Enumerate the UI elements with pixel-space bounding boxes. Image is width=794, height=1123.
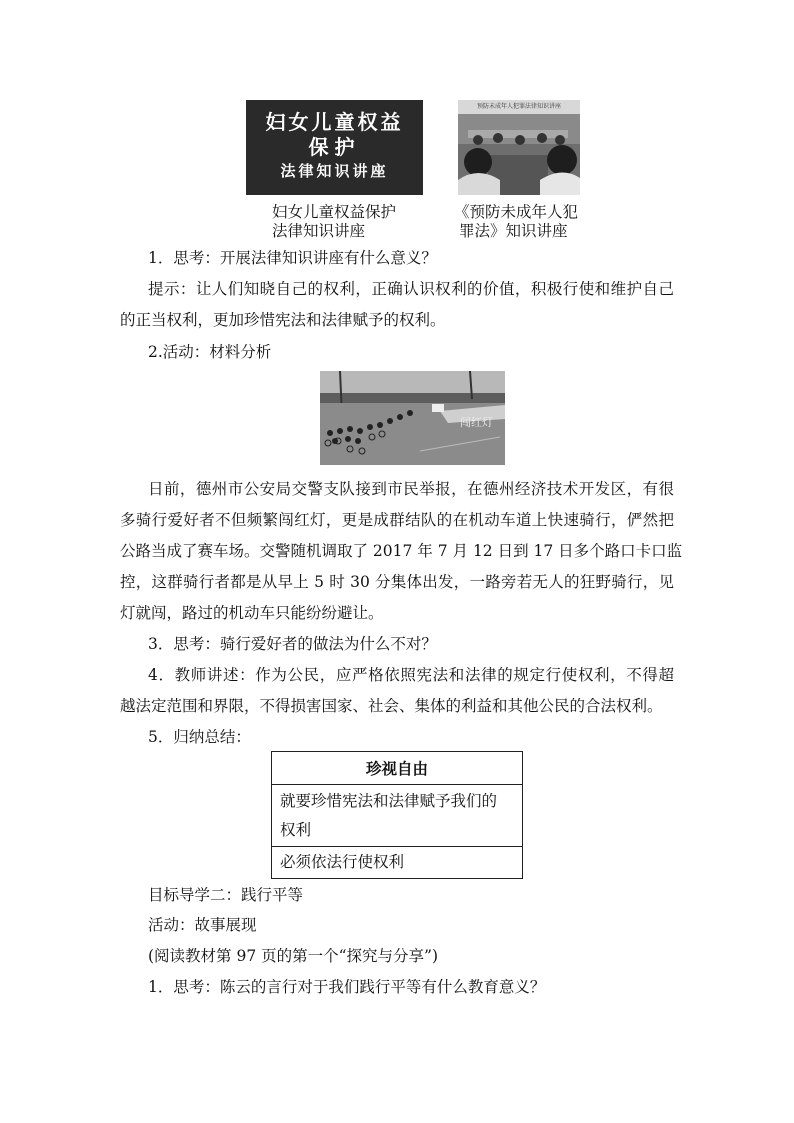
banner-text-line1: 妇女儿童权益 <box>265 110 404 134</box>
table-row1-line2: 权利 <box>280 821 312 839</box>
table-row <box>272 784 522 847</box>
lecture-screen-text: 预防未成年人犯罪法律知识讲座 <box>458 100 580 114</box>
banner-text-line3: 法律知识讲座 <box>280 162 389 180</box>
news-line-3: 公路当成了赛车场。交警随机调取了 2017 年 7 月 12 日到 17 日多个路口卡口监 <box>120 542 683 560</box>
caption-right-line2: 罪法》知识讲座 <box>459 222 568 240</box>
news-line-5: 灯就闯，路过的机动车只能纷纷避让。 <box>120 604 384 622</box>
table-row <box>272 846 522 879</box>
red-light-sign-text: 闯红灯 <box>460 416 493 429</box>
summary-heading: 5．归纳总结： <box>148 728 251 746</box>
cycling-street-photo <box>320 371 505 465</box>
cycling-illustration <box>320 371 505 465</box>
teacher-statement-line-2: 越法定范围和界限，不得损害国家、社会、集体的利益和其他公民的合法权利。 <box>120 697 663 715</box>
hint-line-2: 的正当权利，更加珍惜宪法和法律赋予的权利。 <box>120 311 446 329</box>
activity-story: 活动：故事展现 <box>148 916 257 934</box>
caption-left-line2: 法律知识讲座 <box>272 222 366 240</box>
summary-table <box>271 751 523 879</box>
lecture-banner-image <box>246 100 423 195</box>
news-line-1: 日前，德州市公安局交警支队接到市民举报，在德州经济技术开发区，有很 <box>148 480 674 498</box>
lecture-audience-photo <box>458 100 580 195</box>
teacher-statement-line-1: 4．教师讲述：作为公民，应严格依照宪法和法律的规定行使权利，不得超 <box>148 666 674 684</box>
reading-note: (阅读教材第 97 页的第一个“探究与分享”) <box>148 947 439 965</box>
caption-left-line1: 妇女儿童权益保护 <box>272 203 397 221</box>
news-line-4: 控，这群骑行者都是从早上 5 时 30 分集体出发，一路旁若无人的狂野骑行，见 <box>120 573 674 591</box>
table-row1-line1: 就要珍惜宪法和法律赋予我们的 <box>280 792 498 810</box>
table-header: 珍视自由 <box>365 759 428 778</box>
activity-2: 2.活动：材料分析 <box>148 343 272 361</box>
goal-2-heading: 目标导学二：践行平等 <box>148 886 304 904</box>
final-question: 1．思考：陈云的言行对于我们践行平等有什么教育意义？ <box>148 978 546 996</box>
news-line-2: 多骑行爱好者不但频繁闯红灯，更是成群结队的在机动车道上快速骑行，俨然把 <box>120 511 674 529</box>
caption-right-line1: 《预防未成年人犯 <box>454 203 579 221</box>
question-3: 3．思考：骑行爱好者的做法为什么不对？ <box>148 635 437 653</box>
banner-text-line2: 保护 <box>308 135 361 159</box>
hint-line-1: 提示：让人们知晓自己的权利，正确认识权利的价值，积极行使和维护自己 <box>148 280 674 298</box>
table-row2: 必须依法行使权利 <box>280 853 405 871</box>
audience-illustration <box>458 100 580 195</box>
question-1: 1．思考：开展法律知识讲座有什么意义？ <box>148 249 437 267</box>
